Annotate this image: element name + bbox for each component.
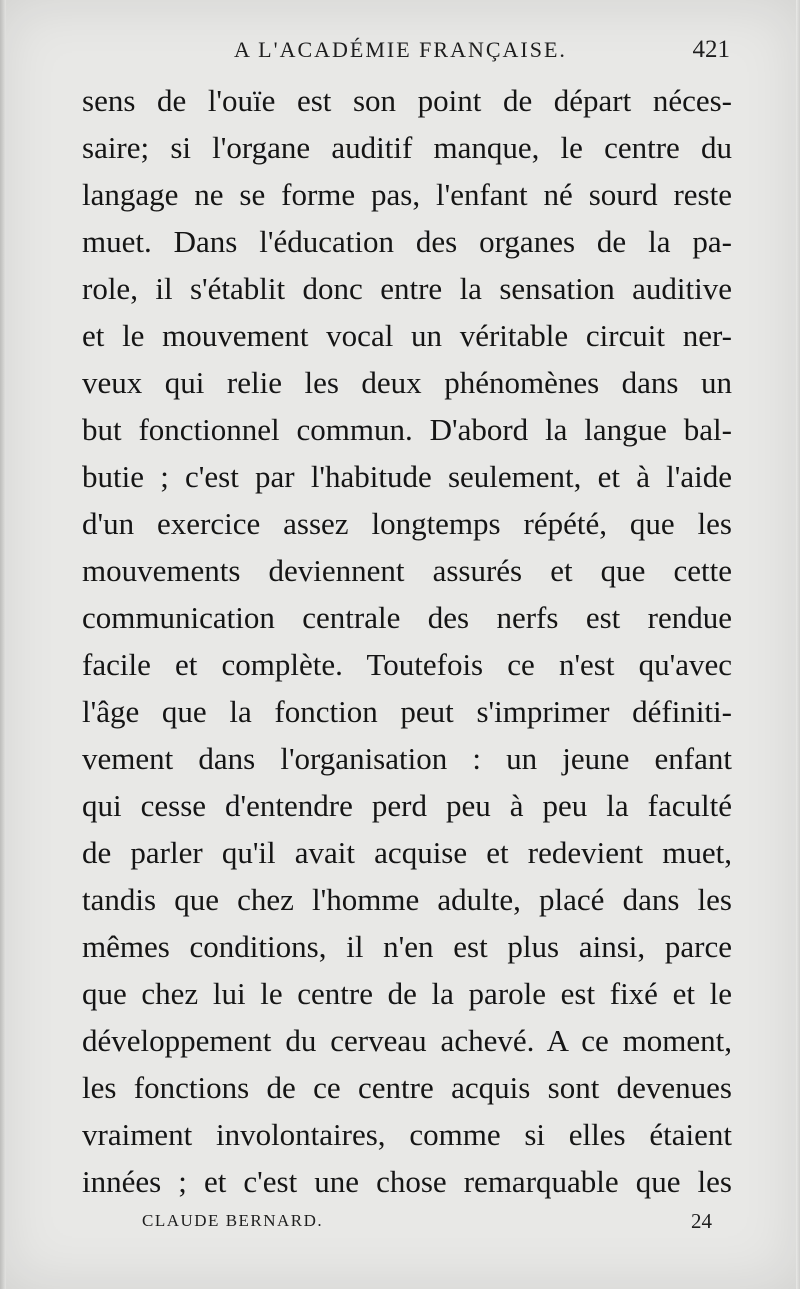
- text-line: facile et complète. Toutefois ce n'est qu'avec: [82, 647, 732, 682]
- text-line: mêmes conditions, il n'en est plus ainsi, parce: [82, 929, 732, 964]
- signature-mark: CLAUDE BERNARD.: [142, 1211, 324, 1230]
- text-line: but fonctionnel commun. D'abord la langue bal-: [82, 412, 732, 447]
- text-line: mouvements deviennent assurés et que cette: [82, 553, 732, 588]
- text-line: muet. Dans l'éducation des organes de la pa-: [82, 224, 732, 259]
- text-line: de parler qu'il avait acquise et redevient muet,: [82, 835, 732, 870]
- text-line: qui cesse d'entendre perd peu à peu la faculté: [82, 788, 732, 823]
- text-line: role, il s'établit donc entre la sensation auditive: [82, 271, 732, 306]
- text-line: communication centrale des nerfs est rendue: [82, 600, 732, 635]
- text-line: d'un exercice assez longtemps répété, que les: [82, 506, 732, 541]
- text-line: butie ; c'est par l'habitude seulement, et à l'aide: [82, 459, 732, 494]
- text-line: langage ne se forme pas, l'enfant né sourd reste: [82, 177, 732, 212]
- sheet-number: 24: [691, 1209, 712, 1233]
- text-line: innées ; et c'est une chose remarquable que les: [82, 1164, 732, 1199]
- page-number: 421: [692, 36, 730, 63]
- text-line: sens de l'ouïe est son point de départ néces-: [82, 83, 732, 118]
- body-text: [82, 77, 732, 1205]
- text-line: l'âge que la fonction peut s'imprimer définiti-: [82, 694, 732, 729]
- text-line: vraiment involontaires, comme si elles étaient: [82, 1117, 732, 1152]
- text-line: veux qui relie les deux phénomènes dans un: [82, 365, 732, 400]
- text-line: vement dans l'organisation : un jeune enfant: [82, 741, 732, 776]
- text-line: développement du cerveau achevé. A ce moment,: [82, 1023, 732, 1058]
- text-line: que chez lui le centre de la parole est fixé et le: [82, 976, 732, 1011]
- text-line: les fonctions de ce centre acquis sont devenues: [82, 1070, 732, 1105]
- running-head: [84, 30, 730, 70]
- text-line: et le mouvement vocal un véritable circuit ner-: [82, 318, 732, 353]
- running-title: A L'ACADÉMIE FRANÇAISE.: [234, 37, 567, 62]
- text-line: tandis que chez l'homme adulte, placé dans les: [82, 882, 732, 917]
- page-footer: [142, 1205, 712, 1237]
- text-line: saire; si l'organe auditif manque, le centre du: [82, 130, 732, 165]
